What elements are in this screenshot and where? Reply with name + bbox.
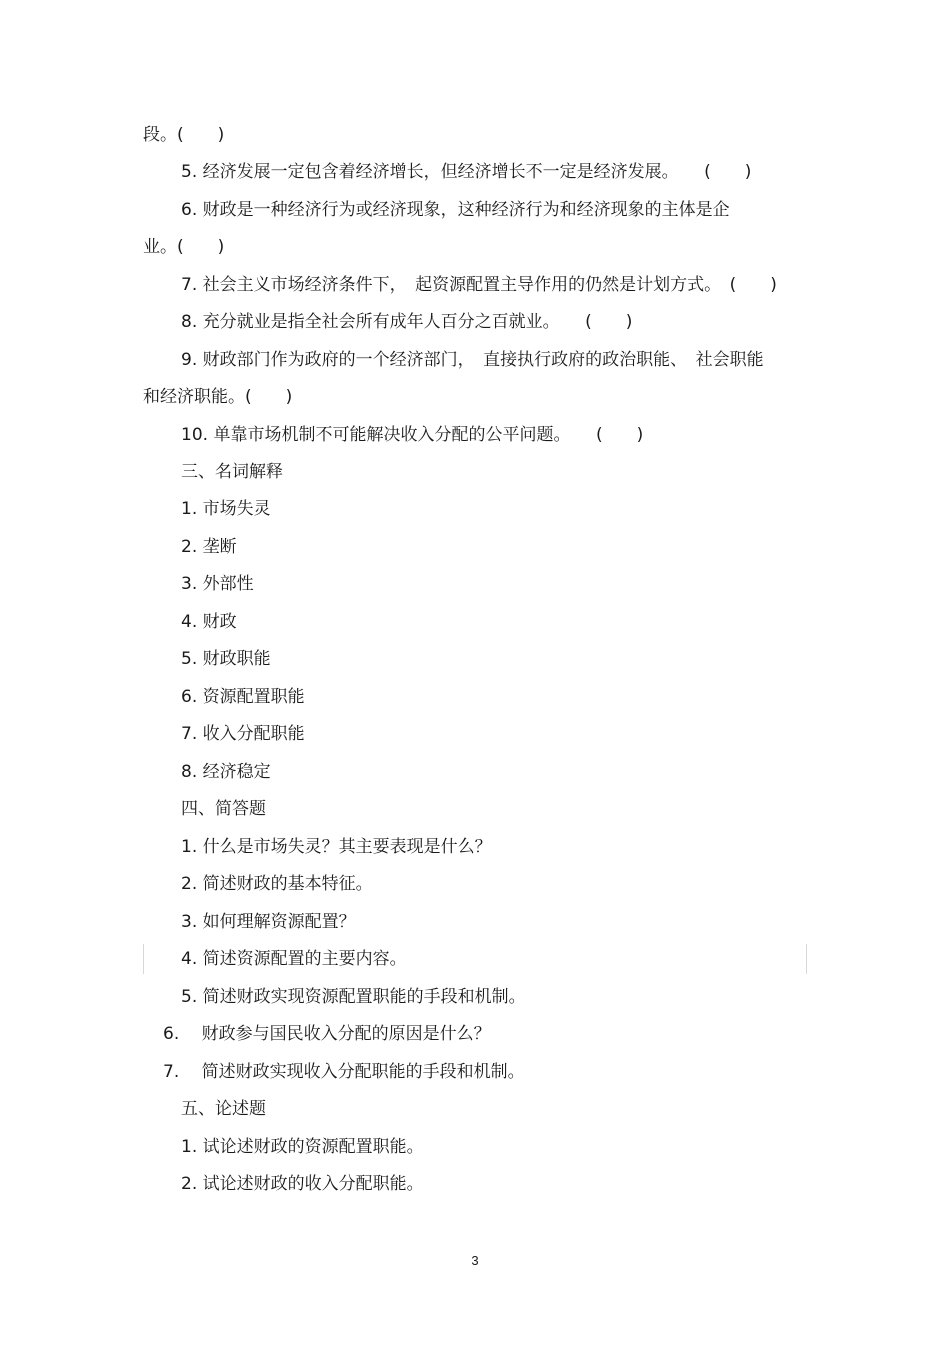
term-item: 6. 资源配置职能	[181, 687, 305, 707]
text-line: 和经济职能。( )	[143, 387, 293, 407]
true-false-question-5: 5. 经济发展一定包含着经济增长，但经济增长不一定是经济发展。 ( )	[181, 162, 752, 182]
true-false-question-6: 6. 财政是一种经济行为或经济现象，这种经济行为和经济现象的主体是企	[181, 200, 730, 220]
short-answer-item: 1. 什么是市场失灵？其主要表现是什么？	[181, 837, 492, 857]
short-answer-item: 6. 财政参与国民收入分配的原因是什么？	[163, 1024, 491, 1044]
true-false-question-9: 9. 财政部门作为政府的一个经济部门， 直接执行政府的政治职能、 社会职能	[181, 350, 764, 370]
term-item: 3. 外部性	[181, 574, 254, 594]
term-item: 7. 收入分配职能	[181, 724, 305, 744]
term-item: 4. 财政	[181, 612, 237, 632]
term-item: 2. 垄断	[181, 537, 237, 557]
essay-item: 2. 试论述财政的收入分配职能。	[181, 1174, 424, 1194]
true-false-question-8: 8. 充分就业是指全社会所有成年人百分之百就业。 ( )	[181, 312, 633, 332]
left-edge-mark	[143, 944, 144, 974]
section-heading: 三、名词解释	[181, 462, 283, 482]
short-answer-item: 2. 简述财政的基本特征。	[181, 874, 373, 894]
essay-item: 1. 试论述财政的资源配置职能。	[181, 1137, 424, 1157]
short-answer-item: 3. 如何理解资源配置？	[181, 912, 356, 932]
short-answer-item: 5. 简述财政实现资源配置职能的手段和机制。	[181, 987, 526, 1007]
true-false-question-7: 7. 社会主义市场经济条件下， 起资源配置主导作用的仍然是计划方式。 ( )	[181, 275, 777, 295]
short-answer-item: 4. 简述资源配置的主要内容。	[181, 949, 407, 969]
page-number: 3	[471, 1253, 479, 1268]
term-item: 1. 市场失灵	[181, 499, 271, 519]
right-edge-mark	[806, 944, 807, 974]
section-heading: 四、简答题	[181, 799, 266, 819]
short-answer-item: 7. 简述财政实现收入分配职能的手段和机制。	[163, 1062, 525, 1082]
section-heading: 五、论述题	[181, 1099, 266, 1119]
true-false-question-10: 10. 单靠市场机制不可能解决收入分配的公平问题。 ( )	[181, 425, 644, 445]
term-item: 8. 经济稳定	[181, 762, 271, 782]
text-line: 业。( )	[143, 237, 225, 257]
term-item: 5. 财政职能	[181, 649, 271, 669]
text-line: 段。( )	[143, 125, 225, 145]
